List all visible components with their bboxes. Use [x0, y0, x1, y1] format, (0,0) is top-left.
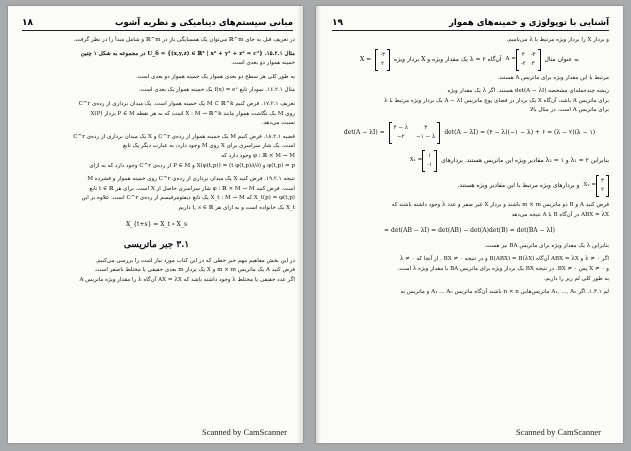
x2-vector: X₂ = ۳ ۲	[584, 175, 609, 197]
corollary-line: X_t(p) = φ(t,p) که X_t : M → M یک تابع دیفئومرفیسم از رده‌ی C^r است. علاوه بر این	[81, 195, 295, 202]
page-header	[22, 18, 293, 31]
theorem-line: φ : ℝ × M → M وجود دارد که	[221, 152, 295, 159]
left-page	[8, 6, 303, 443]
text-line: ABX = λX در آن‌گاه B با A نتیجه می‌دهد	[511, 211, 609, 218]
char-poly-expansion: det(A − λI) = (۴ − λ)(−۱ − λ) + ۶ = (λ − ۲)(λ − ۱)	[444, 129, 596, 137]
example-line: مثال ۱۶.۲.۱. نمودار تابع f(x) = eˣ یک خمینه هموار یک بعدی است.	[139, 87, 295, 94]
definition-line: روی M یک نگاشت هموار مانند X : M → ℝ^k است که به هر نقطه P ∈ M بردار X(P)	[90, 110, 295, 117]
page-body	[330, 36, 609, 298]
definition-line: تعریف ۱۷.۲.۱. فرض کنیم M ⊂ ℝ^k یک خمینه هموار است. یک میدان برداری از رده‌ی C^r	[78, 100, 295, 107]
char-matrix: ۴ − λ ۳ −۲ −۱ − λ	[389, 122, 441, 144]
characteristic-polynomial: det(A − λI) = ۴ − λ ۳ −۲ −۱ − λ det(A − λI) = (۴ − λ)(−۱ − λ) + ۶ = (λ − ۲)(λ − ۱)	[330, 122, 609, 144]
x1-vector: X₁ = ۱ -۱	[410, 150, 437, 172]
text-line: بنابراین λ₁ = ۲ و λ₂ = ۱ مقادیر ویژه این ماتریس هستند. بردارهای	[441, 157, 609, 165]
eigen-example	[330, 49, 609, 71]
definition-line: نسبت می‌دهد.	[261, 120, 295, 127]
text-line: و X ≠ ۰ پس BX ≠ ۰. در نتیجه BX یک بردار ویژه برای ماتریس BA با مقدار ویژه λ است.	[397, 265, 609, 272]
text-line: اگر λ ≠ ۰ و ABX = λX آن‌گاه B(ABX) = B(λX) و در نتیجه BX ≠ ۰ . از آنجا که λ ≠ ۰	[399, 256, 609, 263]
text-line: برای ماتریس A باشد، آن‌گاه X یک بردار در فضای پوچ ماتریس A − λI یک بردار ویژه مرتبط با λ	[384, 97, 609, 104]
running-title: مبانی سیستم‌های دینامیکی و نظریه آشوب	[114, 18, 293, 28]
theorem-line: است. یک شار سراسری برای X روی M وجود دارد، به عبارت دیگر یک تابع	[122, 143, 295, 150]
text-line: مرتبط با این مقدار ویژه برای ماتریس A هستند.	[497, 74, 609, 81]
text-line: به طور کلی هر سطح دو بعدی هموار یک خمینه هموار دو بعدی است.	[135, 73, 295, 80]
theorem-line: φ(t,p) = p و (∂/∂t φ(t,p)) = X(φ(t,p)) و P ∈ M از رده‌ی C^r وجود دارد که به ازای	[89, 162, 295, 169]
right-page	[316, 6, 623, 443]
matrix-a: A = ۴ -۳ -۲ ۳	[506, 49, 541, 71]
section-line: فرض کنید A یک ماتریس m × m و X یک بردار m بعدی حقیقی یا مختلط ناصفر است.	[94, 267, 295, 274]
example-heading-line: مثال ۱۵.۲.۱. U_δ = {(x,y,z) ∈ ℝ³ | x² + y² + z² = c²} در مجموعه به شکل ۱ چنین	[80, 50, 295, 57]
section-line: در این بخش مفاهیم مهم جبر خطی که در این کتاب مورد نیاز است را بررسی می‌کنیم.	[95, 257, 295, 264]
text-line: به طور کلی لم زیر را داریم.	[543, 275, 609, 282]
example-label: به عنوان مثال	[544, 55, 579, 63]
page-gutter-shadow	[316, 6, 321, 443]
page-body	[18, 36, 295, 285]
page-header	[332, 18, 609, 31]
eigenvector-line	[330, 150, 609, 172]
text-line: ریشه چندجمله‌ای مشخصه det(A − λI) هستند. اگر λ یک مقدار ویژه	[447, 88, 609, 95]
corollary-line: نتیجه ۱۹.۲.۱. فرض کنید X یک میدان برداری از رده‌ی C^r روی خمینه هموار و فشرده M	[87, 176, 295, 183]
text-line: خمینه هموار دو بعدی است.	[231, 60, 295, 67]
theorem-line: قضیه ۱۸.۲.۱. فرض کنیم M یک خمینه هموار از رده‌ی C^r و X یک میدان برداری از رده‌ی C^r	[73, 133, 295, 140]
text-line: بنابراین λ یک مقدار ویژه برای ماتریس BA نیز هست.	[484, 242, 609, 249]
section-heading: ۳.۱ جبر ماتریسی	[123, 240, 190, 251]
running-title: آشنایی با توپولوژی و خمینه‌های هموار	[449, 18, 609, 28]
lemma-line: لم ۱.۳.۱. اگر A₁, ..., Aₙ ماتریس‌هایی n × n باشند آن‌گاه ماتریس A₁ ... Aₙ و ماتریس به	[400, 289, 609, 296]
text-line: فرض کنید A و B دو ماتریس m × m باشند و بردار X غیر صفر و عدد λ وجود داشته باشند که	[391, 201, 609, 208]
eigenvector-line	[330, 175, 609, 197]
scanner-footer: Scanned by CamScanner	[202, 427, 287, 437]
text-line: در تعریف قبل به جای ℝ^m می‌توان یک همسایگی باز در ℝ^m و شامل مبدأ را در نظر گرفت.	[73, 37, 295, 43]
corollary-line: است. فرض کنید φ : ℝ × M → M شار سراسری حاصل از X است. برای هر t ∈ ℝ تابع	[89, 185, 295, 192]
section-line: اگر عدد حقیقی یا مختلط λ وجود داشته باشد که AX = λX آن‌گاه λ را مقدار ویژه ماتریس A	[79, 276, 295, 283]
text-line: و بردارهای ویژه مرتبط با این مقادیر ویژه هستند.	[457, 182, 580, 190]
determinant-equation: = det(AB − λI) = det(AB) − det(A)det(B) = det(BA − λI)	[384, 227, 555, 235]
text-line: برای ماتریس A است. در مثال بالا	[530, 107, 609, 114]
page-number: ۱۹	[332, 18, 343, 28]
corollary-line: X_t یک خانواده است و به ازای هر t, s ∈ ℝ داریم	[178, 204, 295, 211]
scanner-footer: Scanned by CamScanner	[516, 427, 601, 437]
x-vector: -۳ ۲	[375, 49, 390, 71]
text-line: و بردار X را بردار ویژه مرتبط با λ می‌نامیم.	[506, 37, 609, 43]
flow-equation: X_{t+s} = X_t ∘ X_s	[125, 220, 188, 228]
page-number: ۱۸	[22, 18, 33, 28]
vector-label: X =	[360, 55, 372, 63]
page-gutter-shadow	[297, 6, 303, 443]
example-text: آن‌گاه λ = ۲ یک مقدار ویژه و X بردار ویژه	[394, 55, 502, 63]
